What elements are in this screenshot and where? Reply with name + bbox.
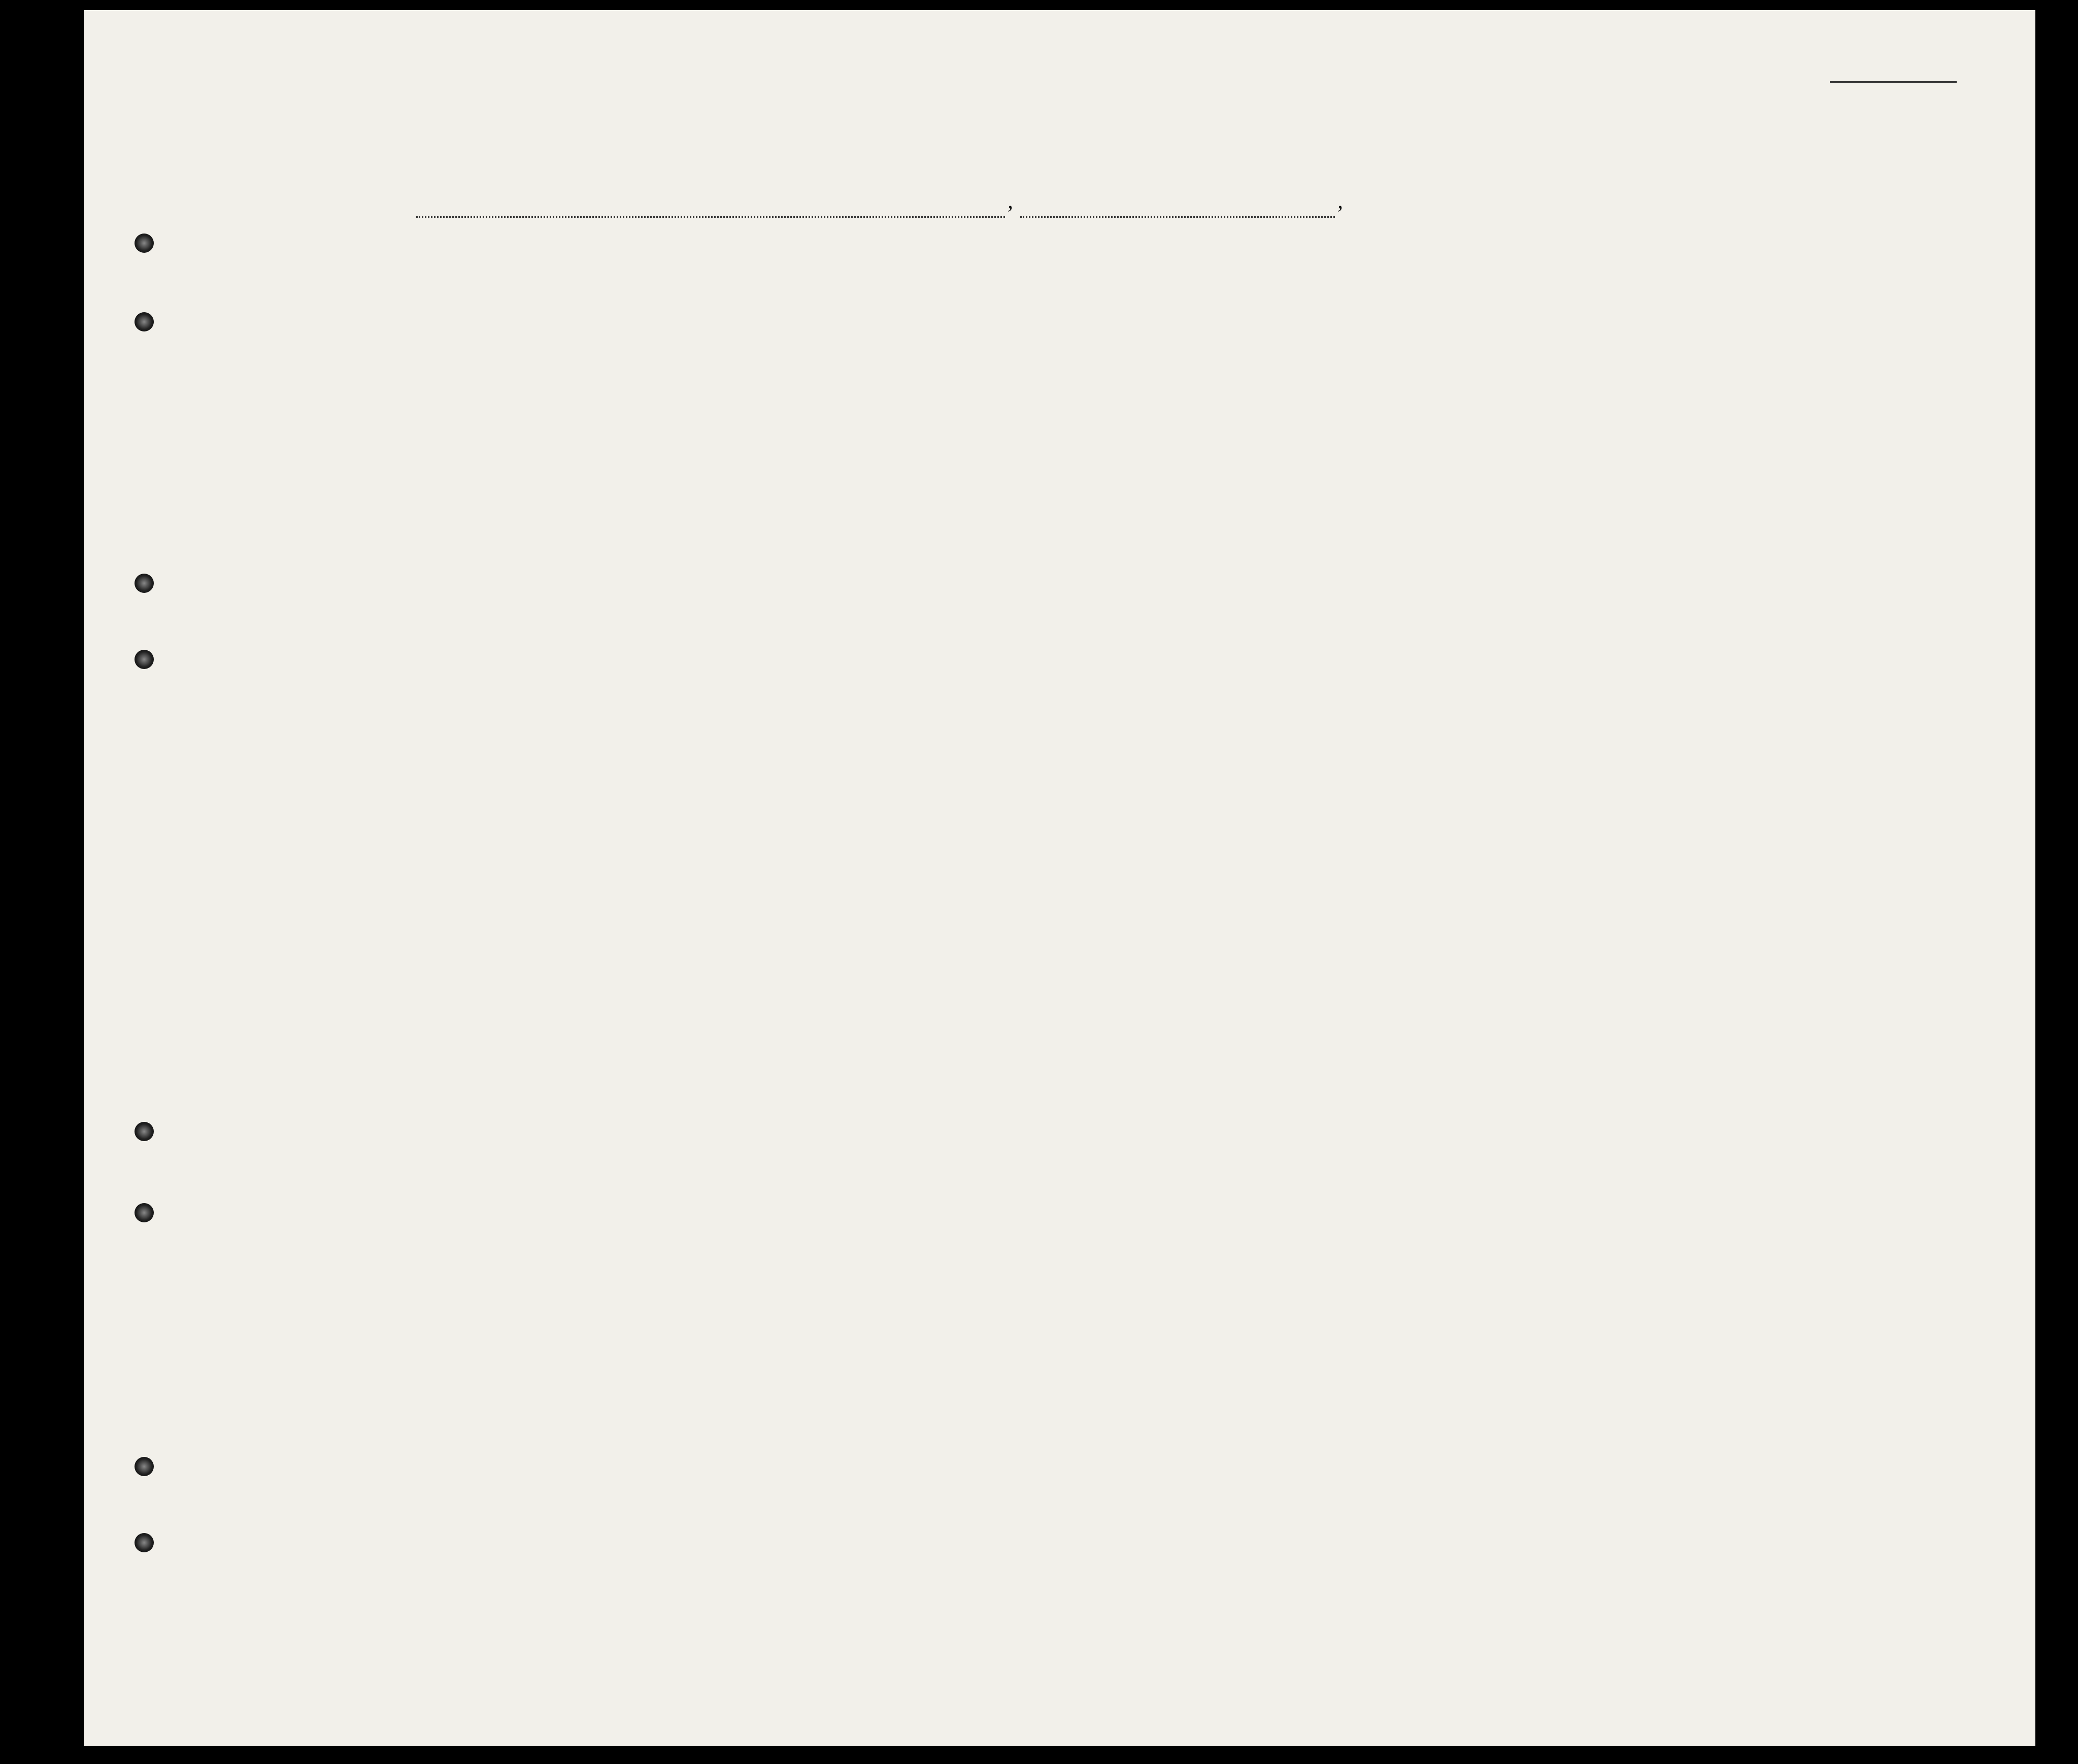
comma-separator: , bbox=[1008, 188, 1013, 213]
manifest-page bbox=[84, 10, 2035, 1746]
manifest-grid bbox=[84, 10, 2035, 1746]
comma-separator-2: , bbox=[1337, 188, 1343, 213]
